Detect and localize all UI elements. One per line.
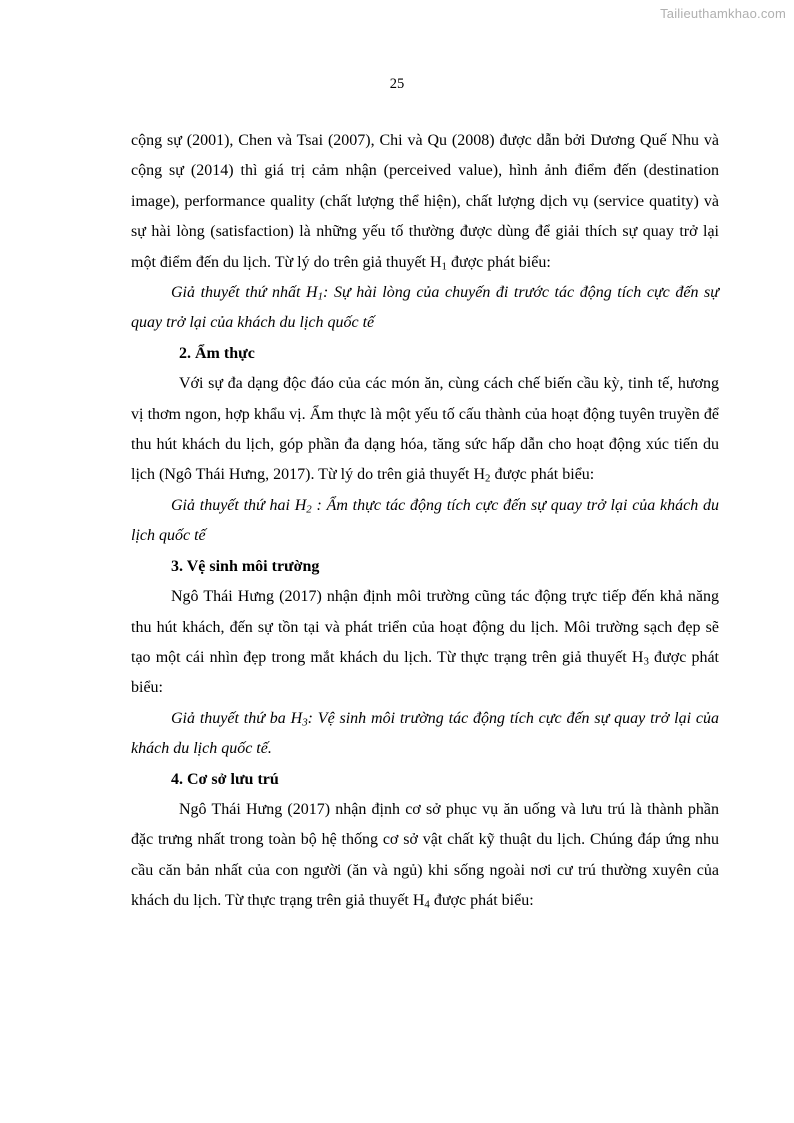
paragraph-3: [131, 582, 719, 704]
paragraph-4-text: Ngô Thái Hưng (2017) nhận định cơ sở phục vụ ăn uống và lưu trú là thành phần đặc trưng nhất trong toàn bộ hệ thống cơ sở vật chất kỹ thuật du lịch. Chúng đáp ứng nhu cầu căn bản nhất của con người (ăn và ngủ) khi sống ngoài nơi cư trú thường xuyên của khách du lịch. Từ thực trạng trên giả thuyết H: [131, 800, 719, 910]
section-heading-3: 3. Vệ sinh môi trường: [171, 557, 320, 575]
paragraph-4: [131, 795, 719, 917]
hypothesis-3: [131, 704, 719, 765]
watermark: Tailieuthamkhao.com: [660, 6, 786, 21]
hypothesis-3-lead: Giả thuyết thứ ba H: [171, 709, 303, 727]
hypothesis-3-subscript: 3: [302, 716, 308, 729]
paragraph-3-tail: được phát biểu:: [131, 648, 720, 697]
hypothesis-1-lead: Giả thuyết thứ nhất H: [171, 284, 318, 302]
paragraph-1-text: cộng sự (2001), Chen và Tsai (2007), Chi và Qu (2008) được dẫn bởi Dương Quế Nhu và cộng sự (2014) thì giá trị cảm nhận (perceived value), hình ảnh điểm đến (destination image), performance quality (chất lượng thể hiện), chất lượng dịch vụ (service quatity) và sự hài lòng (satisfaction) là những yếu tố thường được dùng để giải thích sự quay trở lại một điểm đến du lịch. Từ lý do trên giả thuyết H: [131, 132, 719, 271]
paragraph-1-tail: được phát biểu:: [446, 253, 551, 271]
paragraph-3-text: Ngô Thái Hưng (2017) nhận định môi trường cũng tác động trực tiếp đến khả năng thu hút khách, đến sự tồn tại và phát triển của hoạt động du lịch. Môi trường sạch đẹp sẽ tạo một cái nhìn đẹp trong mắt khách du lịch. Từ thực trạng trên giả thuyết H: [131, 588, 719, 666]
paragraph-2-tail: được phát biểu:: [490, 466, 595, 484]
paragraph-2: [131, 369, 719, 491]
hypothesis-1-text: : Sự hài lòng của chuyến đi trước tác động tích cực đến sự quay trở lại của khách du lịch quốc tế: [131, 284, 720, 332]
paragraph-1: [131, 126, 719, 278]
hypothesis-2-subscript: 2: [306, 503, 312, 516]
paragraph-2-text: Với sự đa dạng độc đáo của các món ăn, cùng cách chế biến cầu kỳ, tinh tế, hương vị thơm ngon, hợp khẩu vị. Ẩm thực là một yếu tố cấu thành của hoạt động tuyên truyền để thu hút khách du lịch, góp phần đa dạng hóa, tăng sức hấp dẫn cho hoạt động xúc tiến du lịch (Ngô Thái Hưng, 2017). Từ lý do trên giả thuyết H: [131, 375, 719, 484]
hypothesis-2: [131, 491, 719, 552]
paragraph-4-tail: được phát biểu:: [429, 892, 534, 910]
paragraph-4-subscript: 4: [424, 898, 430, 911]
hypothesis-1: [131, 278, 719, 339]
section-heading-2: 2. Ẩm thực: [179, 344, 255, 362]
hypothesis-2-text: : Ẩm thực tác động tích cực đến sự quay trở lại của khách du lịch quốc tế: [131, 496, 720, 545]
hypothesis-1-subscript: 1: [317, 290, 324, 303]
paragraph-2-subscript: 2: [485, 473, 491, 486]
document-body: [131, 126, 719, 917]
hypothesis-2-lead: Giả thuyết thứ hai H: [171, 496, 307, 514]
hypothesis-3-text: : Vệ sinh môi trường tác động tích cực đến sự quay trở lại của khách du lịch quốc tế.: [131, 709, 720, 758]
paragraph-3-subscript: 3: [643, 655, 649, 668]
paragraph-1-subscript: 1: [441, 260, 447, 273]
page-number: 25: [389, 76, 405, 92]
section-heading-4: 4. Cơ sở lưu trú: [171, 770, 279, 788]
